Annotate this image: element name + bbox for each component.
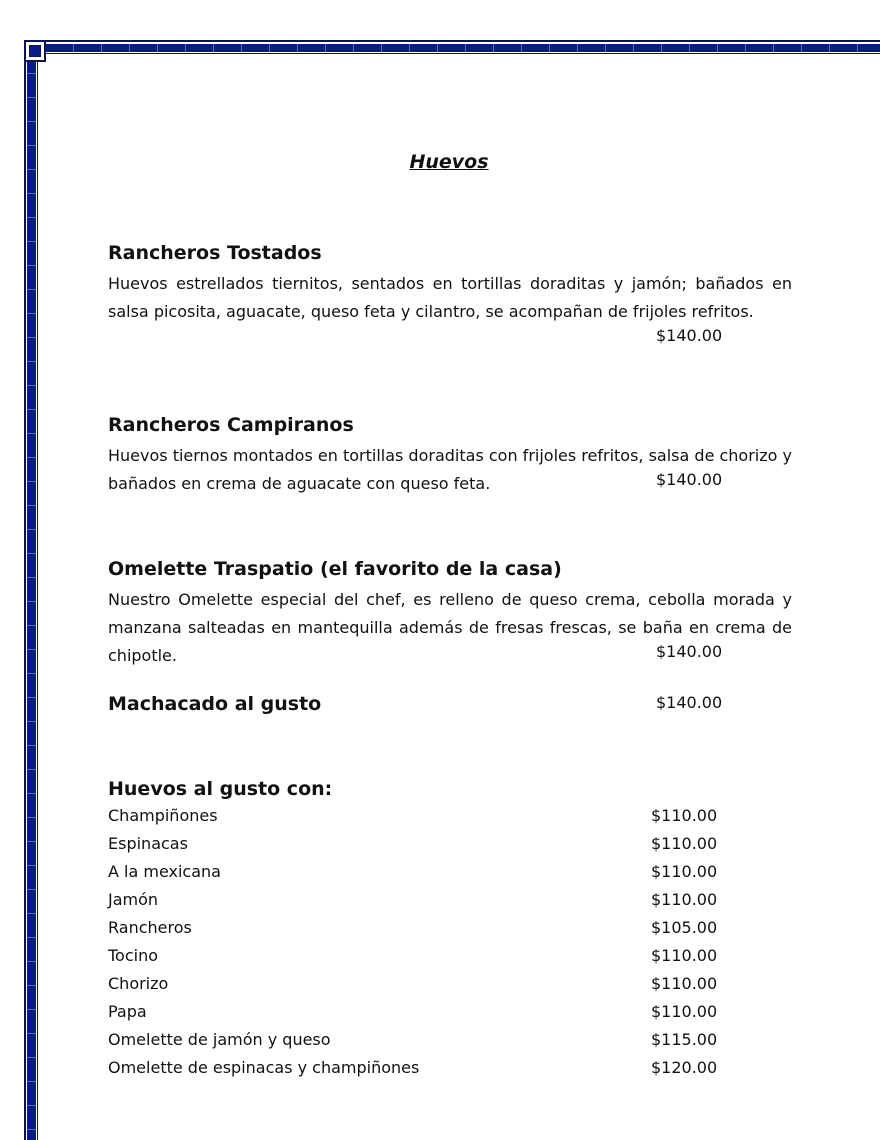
list-item xyxy=(108,1054,792,1082)
list-item xyxy=(108,998,792,1026)
option-price: $110.00 xyxy=(651,974,718,993)
option-price: $110.00 xyxy=(651,806,718,825)
option-label: A la mexicana xyxy=(108,862,221,881)
list-item xyxy=(108,1026,792,1054)
option-label: Espinacas xyxy=(108,834,188,853)
page-border-corner xyxy=(24,40,46,62)
menu-item-description: Huevos estrellados tiernitos, sentados en tortillas doraditas y jamón; bañados en salsa picosita, aguacate, queso feta y cilantro, se acompañan de frijoles refritos. xyxy=(108,274,792,321)
menu-item-price: $140.00 xyxy=(656,470,723,489)
menu-item-omelette-traspatio xyxy=(108,556,792,670)
page-border-left xyxy=(27,50,36,1140)
section-title: Huevos xyxy=(409,151,489,173)
menu-item-price: $140.00 xyxy=(656,693,723,712)
option-price: $110.00 xyxy=(651,890,718,909)
list-item xyxy=(108,802,792,830)
option-price: $105.00 xyxy=(651,918,718,937)
list-item xyxy=(108,858,792,886)
option-label: Papa xyxy=(108,1002,147,1021)
menu-item-machacado xyxy=(108,691,792,717)
list-item xyxy=(108,914,792,942)
menu-item-price: $140.00 xyxy=(656,642,723,661)
menu-item-name: Omelette Traspatio (el favorito de la casa) xyxy=(108,558,562,580)
option-label: Jamón xyxy=(108,890,159,909)
menu-item-name: Rancheros Campiranos xyxy=(108,414,354,436)
option-price: $110.00 xyxy=(651,1002,718,1021)
option-price: $110.00 xyxy=(651,862,718,881)
option-label: Champiñones xyxy=(108,806,218,825)
menu-item-name: Rancheros Tostados xyxy=(108,242,322,264)
menu-item-name: Machacado al gusto xyxy=(108,693,322,715)
page-border-left-outer xyxy=(24,42,26,1140)
menu-item-price: $140.00 xyxy=(656,326,723,345)
option-price: $110.00 xyxy=(651,834,718,853)
al-gusto-heading: Huevos al gusto con: xyxy=(108,778,333,800)
option-label: Chorizo xyxy=(108,974,169,993)
page-border-left-inner xyxy=(37,50,38,1140)
option-price: $110.00 xyxy=(651,946,718,965)
menu-item-description: Huevos tiernos montados en tortillas doraditas con frijoles refritos, salsa de chorizo y bañados en crema de aguacate con queso feta. xyxy=(108,446,792,493)
huevos-al-gusto-section xyxy=(108,776,792,1082)
option-price: $115.00 xyxy=(651,1030,718,1049)
list-item xyxy=(108,970,792,998)
menu-item-description: Nuestro Omelette especial del chef, es relleno de queso crema, cebolla morada y manzana salteadas en mantequilla además de fresas frescas, se baña en crema de chipotle. xyxy=(108,590,792,665)
page-border-top xyxy=(46,44,880,52)
menu-item-rancheros-tostados xyxy=(108,240,792,345)
list-item xyxy=(108,830,792,858)
list-item xyxy=(108,942,792,970)
list-item xyxy=(108,886,792,914)
option-label: Tocino xyxy=(108,946,159,965)
option-label: Omelette de jamón y queso xyxy=(108,1030,331,1049)
option-price: $120.00 xyxy=(651,1058,718,1077)
al-gusto-options xyxy=(108,802,792,1082)
menu-item-rancheros-campiranos xyxy=(108,412,792,498)
page-border-top-outer xyxy=(24,40,880,42)
option-label: Omelette de espinacas y champiñones xyxy=(108,1058,420,1077)
page-border-top-inner xyxy=(46,53,880,54)
option-label: Rancheros xyxy=(108,918,192,937)
